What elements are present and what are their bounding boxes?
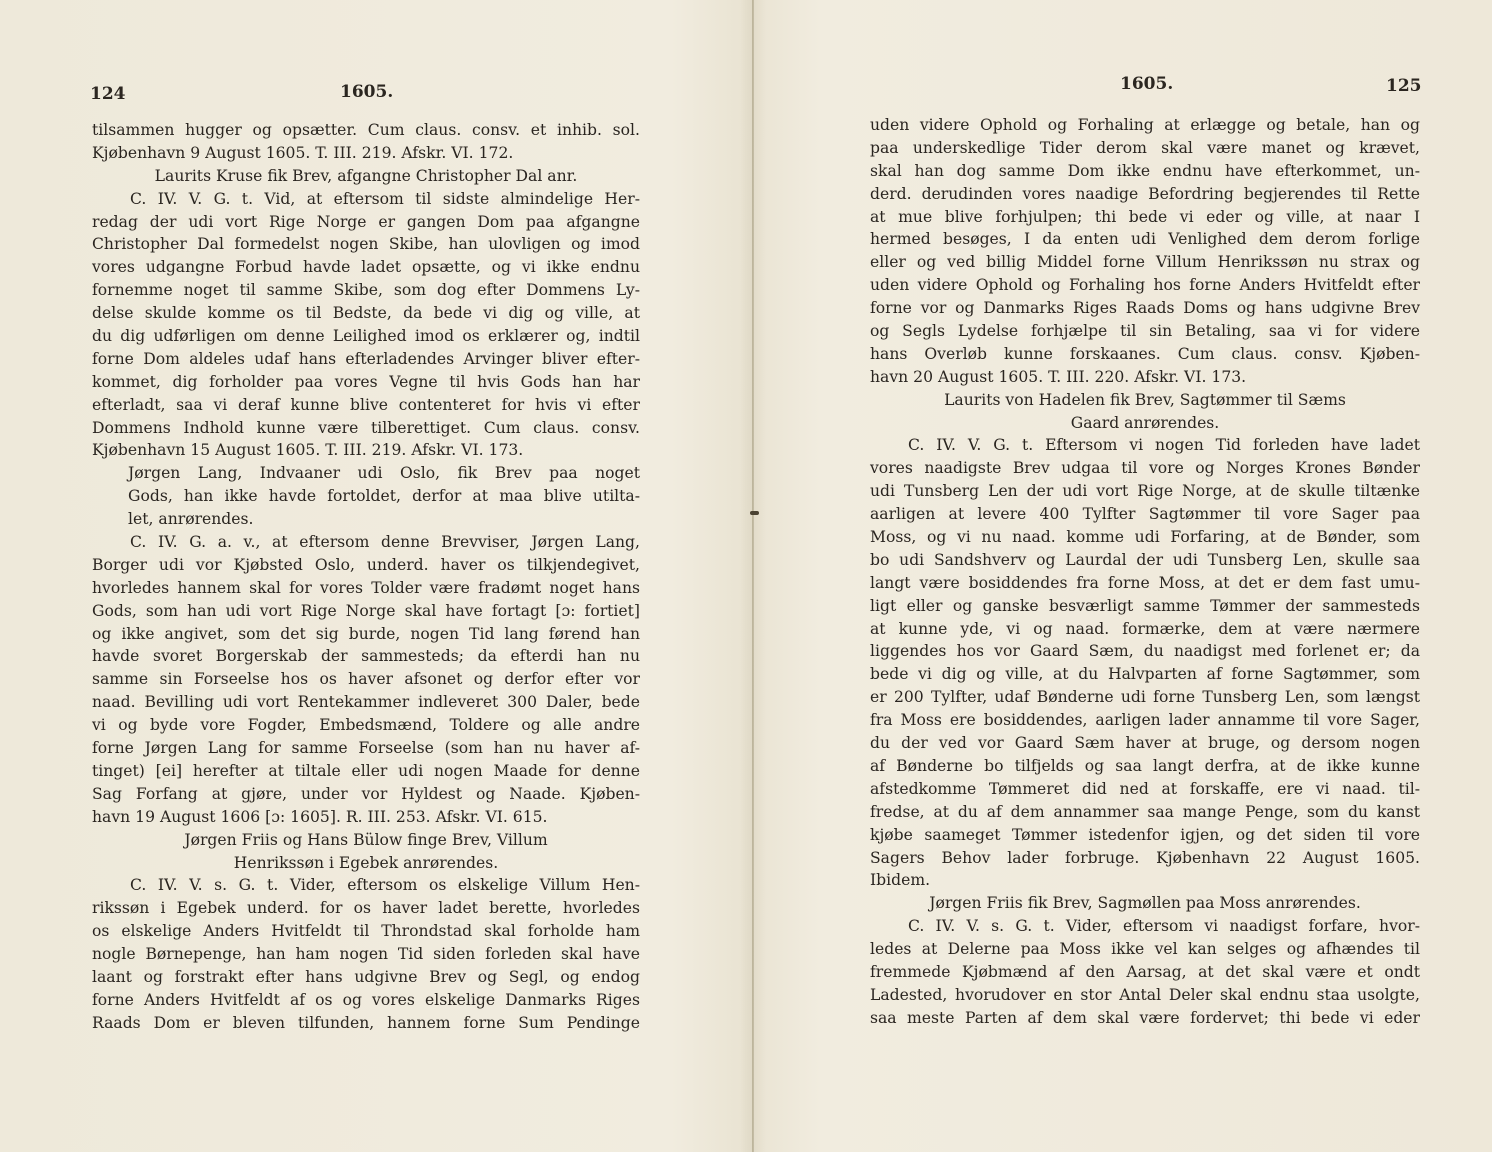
text-line: Raads Dom er bleven tilfunden, hannem forne Sum Pendinge <box>92 1013 640 1032</box>
text-line: afstedkomme Tømmeret did ned at forskaffe, ere vi naad. til- <box>870 779 1420 798</box>
text-line: C. IV. V. s. G. t. Vider, eftersom os elskelige Villum Hen- <box>130 876 640 895</box>
text-line: eller og ved billig Middel forne Villum Henrikssøn nu strax og <box>870 253 1420 272</box>
page-number: 125 <box>1386 76 1422 96</box>
right-page <box>754 0 1492 1152</box>
text-line: vores udgangne Forbud havde ladet opsætte, og vi ikke endnu <box>92 258 640 277</box>
text-line: redag der udi vort Rige Norge er gangen Dom paa afgangne <box>92 212 640 231</box>
text-line: havn 20 August 1605. T. III. 220. Afskr. VI. 173. <box>870 367 1247 386</box>
text-line: er 200 Tylfter, udaf Bønderne udi forne Tunsberg Len, som længst <box>870 688 1420 707</box>
entry-heading-line: Jørgen Friis og Hans Bülow finge Brev, Villum <box>184 830 548 849</box>
text-line: uden videre Ophold og Forhaling hos forne Anders Hvitfeldt efter <box>870 276 1420 295</box>
text-line: havde svoret Borgerskab der sammesteds; da efterdi han nu <box>92 647 640 666</box>
text-line: forne Dom aldeles udaf hans efterladendes Arvinger bliver efter- <box>92 349 640 368</box>
text-line: Borger udi vor Kjøbsted Oslo, underd. haver os tilkjendegivet, <box>92 555 640 574</box>
text-line: fremmede Kjøbmænd af den Aarsag, at det skal være et ondt <box>870 962 1420 981</box>
entry-heading-line: Henrikssøn i Egebek anrørendes. <box>233 853 499 872</box>
text-line: C. IV. V. G. t. Eftersom vi nogen Tid forleden have ladet <box>908 436 1420 455</box>
text-line: os elskelige Anders Hvitfeldt til Throndstad skal forholde ham <box>92 922 640 941</box>
text-line: derd. derudinden vores naadige Befordring begjerendes til Rette <box>870 184 1420 203</box>
text-line: udi Tunsberg Len der udi vort Rige Norge, at de skulle tiltænke <box>870 482 1420 501</box>
running-head-year: 1605. <box>1120 74 1174 94</box>
page-body <box>92 119 640 1035</box>
text-line: Gods, som han udi vort Rige Norge skal have fortagt [ɔ: fortiet] <box>92 601 640 620</box>
text-line: du der ved vor Gaard Sæm haver at bruge, og dersom nogen <box>870 734 1420 753</box>
text-line: af Bønderne bo tilfjelds og saa langt derfra, at de ikke kunne <box>870 756 1420 775</box>
text-line: du dig udførligen om denne Leilighed imod os erklærer og, indtil <box>92 327 640 346</box>
text-line: C. IV. G. a. v., at eftersom denne Brevviser, Jørgen Lang, <box>130 533 640 552</box>
text-line: laant og forstrakt efter hans udgivne Brev og Segl, og endog <box>92 967 640 986</box>
text-line: fredse, at du af dem annammer saa mange Penge, som du kanst <box>870 802 1420 821</box>
text-line: bo udi Sandshverv og Laurdal der udi Tunsberg Len, skulle saa <box>870 550 1420 569</box>
text-line: Gods, han ikke havde fortoldet, derfor at maa blive utilta- <box>128 487 640 506</box>
text-line: tinget) [ei] herefter at tiltale eller udi nogen Maade for denne <box>92 761 640 780</box>
text-line: ledes at Delerne paa Moss ikke vel kan selges og afhændes til <box>870 940 1420 959</box>
text-line: forne vor og Danmarks Riges Raads Doms og hans udgivne Brev <box>870 299 1420 318</box>
text-line: at kunne yde, vi og naad. formærke, dem at være nærmere <box>870 619 1420 638</box>
entry-heading-line: Laurits von Hadelen fik Brev, Sagtømmer til Sæms <box>944 390 1346 409</box>
text-line: at mue blive forhjulpen; thi bede vi eder og ville, at naar I <box>870 207 1420 226</box>
text-line: tilsammen hugger og opsætter. Cum claus. consv. et inhib. sol. <box>92 121 640 139</box>
text-line: Sagers Behov lader forbruge. Kjøbenhavn 22 August 1605. <box>870 848 1420 867</box>
text-line: hvorledes hannem skal for vores Tolder være fradømt noget hans <box>92 578 640 597</box>
text-line: havn 19 August 1606 [ɔ: 1605]. R. III. 253. Afskr. VI. 615. <box>92 807 548 826</box>
text-line: hans Overløb kunne forskaanes. Cum claus. consv. Kjøben- <box>870 344 1420 363</box>
text-line: delse skulde komme os til Bedste, da bede vi dig og ville, at <box>92 304 640 323</box>
text-line: liggendes hos vor Gaard Sæm, du naadigst med forlenet er; da <box>870 642 1420 661</box>
page-body <box>870 114 1420 1030</box>
text-line: Moss, og vi nu naad. komme udi Forfaring, at de Bønder, som <box>870 528 1420 547</box>
text-line: let, anrørendes. <box>128 510 254 529</box>
text-line: Sag Forfang at gjøre, under vor Hyldest og Naade. Kjøben- <box>92 784 640 803</box>
text-line: vores naadigste Brev udgaa til vore og Norges Krones Bønder <box>870 459 1420 478</box>
text-line: C. IV. V. G. t. Vid, at eftersom til sidste almindelige Her- <box>130 189 640 208</box>
text-line: ligt eller og ganske besværligt samme Tømmer der sammesteds <box>870 596 1420 615</box>
running-head-year: 1605. <box>340 82 394 102</box>
text-line: forne Jørgen Lang for samme Forseelse (som han nu haver af- <box>92 739 640 758</box>
text-line: nogle Børnepenge, han ham nogen Tid siden forleden skal have <box>92 945 640 964</box>
text-line: skal han dog samme Dom ikke endnu have efterkommet, un- <box>870 161 1420 180</box>
text-line: Ladested, hvorudover en stor Antal Deler skal endnu staa usolgte, <box>870 985 1420 1004</box>
text-line: Christopher Dal formedelst nogen Skibe, han ulovligen og imod <box>92 235 640 254</box>
text-line: forne Anders Hvitfeldt af os og vores elskelige Danmarks Riges <box>92 990 640 1009</box>
text-line: kjøbe saameget Tømmer istedenfor igjen, og det siden til vore <box>870 825 1420 844</box>
text-line: og ikke angivet, som det sig burde, nogen Tid lang førend han <box>92 624 640 643</box>
entry-heading-line: Gaard anrørendes. <box>1070 413 1220 432</box>
text-line: Kjøbenhavn 15 August 1605. T. III. 219. Afskr. VI. 173. <box>92 441 524 460</box>
entry-heading-line: Laurits Kruse fik Brev, afgangne Christopher Dal anr. <box>154 166 578 185</box>
text-line: Ibidem. <box>870 871 931 890</box>
page-number: 124 <box>90 84 126 104</box>
text-line: vi og byde vore Fogder, Embedsmænd, Toldere og alle andre <box>92 716 640 735</box>
text-line: kommet, dig forholder paa vores Vegne til hvis Gods han har <box>92 372 640 391</box>
text-line: hermed besøges, I da enten udi Venlighed dem derom forlige <box>870 230 1420 249</box>
text-line: fra Moss ere bosiddendes, aarligen lader annamme til vore Sager, <box>870 711 1420 730</box>
text-line: samme sin Forseelse hos os haver afsonet og derfor efter vor <box>92 670 640 689</box>
text-line: aarligen at levere 400 Tylfter Sagtømmer til vore Sager paa <box>870 505 1420 524</box>
text-line: efterladt, saa vi deraf kunne blive contenteret for hvis vi efter <box>92 395 640 414</box>
text-line: Dommens Indhold kunne være tilberettiget. Cum claus. consv. <box>92 418 640 437</box>
text-line: og Segls Lydelse forhjælpe til sin Betaling, saa vi for videre <box>870 322 1420 341</box>
text-line: Kjøbenhavn 9 August 1605. T. III. 219. Afskr. VI. 172. <box>92 143 514 162</box>
text-line: Jørgen Lang, Indvaaner udi Oslo, fik Brev paa noget <box>128 464 640 483</box>
text-line: naad. Bevilling udi vort Rentekammer indleveret 300 Daler, bede <box>92 693 640 712</box>
text-line: bede vi dig og ville, at du Halvparten af forne Sagtømmer, som <box>870 665 1420 684</box>
text-line: paa underskedlige Tider derom skal være manet og krævet, <box>870 138 1420 157</box>
text-line: C. IV. V. s. G. t. Vider, eftersom vi naadigst forfare, hvor- <box>908 917 1420 936</box>
text-line: saa meste Parten af dem skal være fordervet; thi bede vi eder <box>870 1008 1420 1027</box>
text-line: uden videre Ophold og Forhaling at erlægge og betale, han og <box>870 116 1420 134</box>
text-line: rikssøn i Egebek underd. for os haver ladet berette, hvorledes <box>92 899 640 918</box>
text-line: langt være bosiddendes fra forne Moss, at det er dem fast umu- <box>870 573 1420 592</box>
entry-heading-line: Jørgen Friis fik Brev, Sagmøllen paa Moss anrørendes. <box>929 894 1361 913</box>
text-line: fornemme noget til samme Skibe, som dog efter Dommens Ly- <box>92 281 640 300</box>
